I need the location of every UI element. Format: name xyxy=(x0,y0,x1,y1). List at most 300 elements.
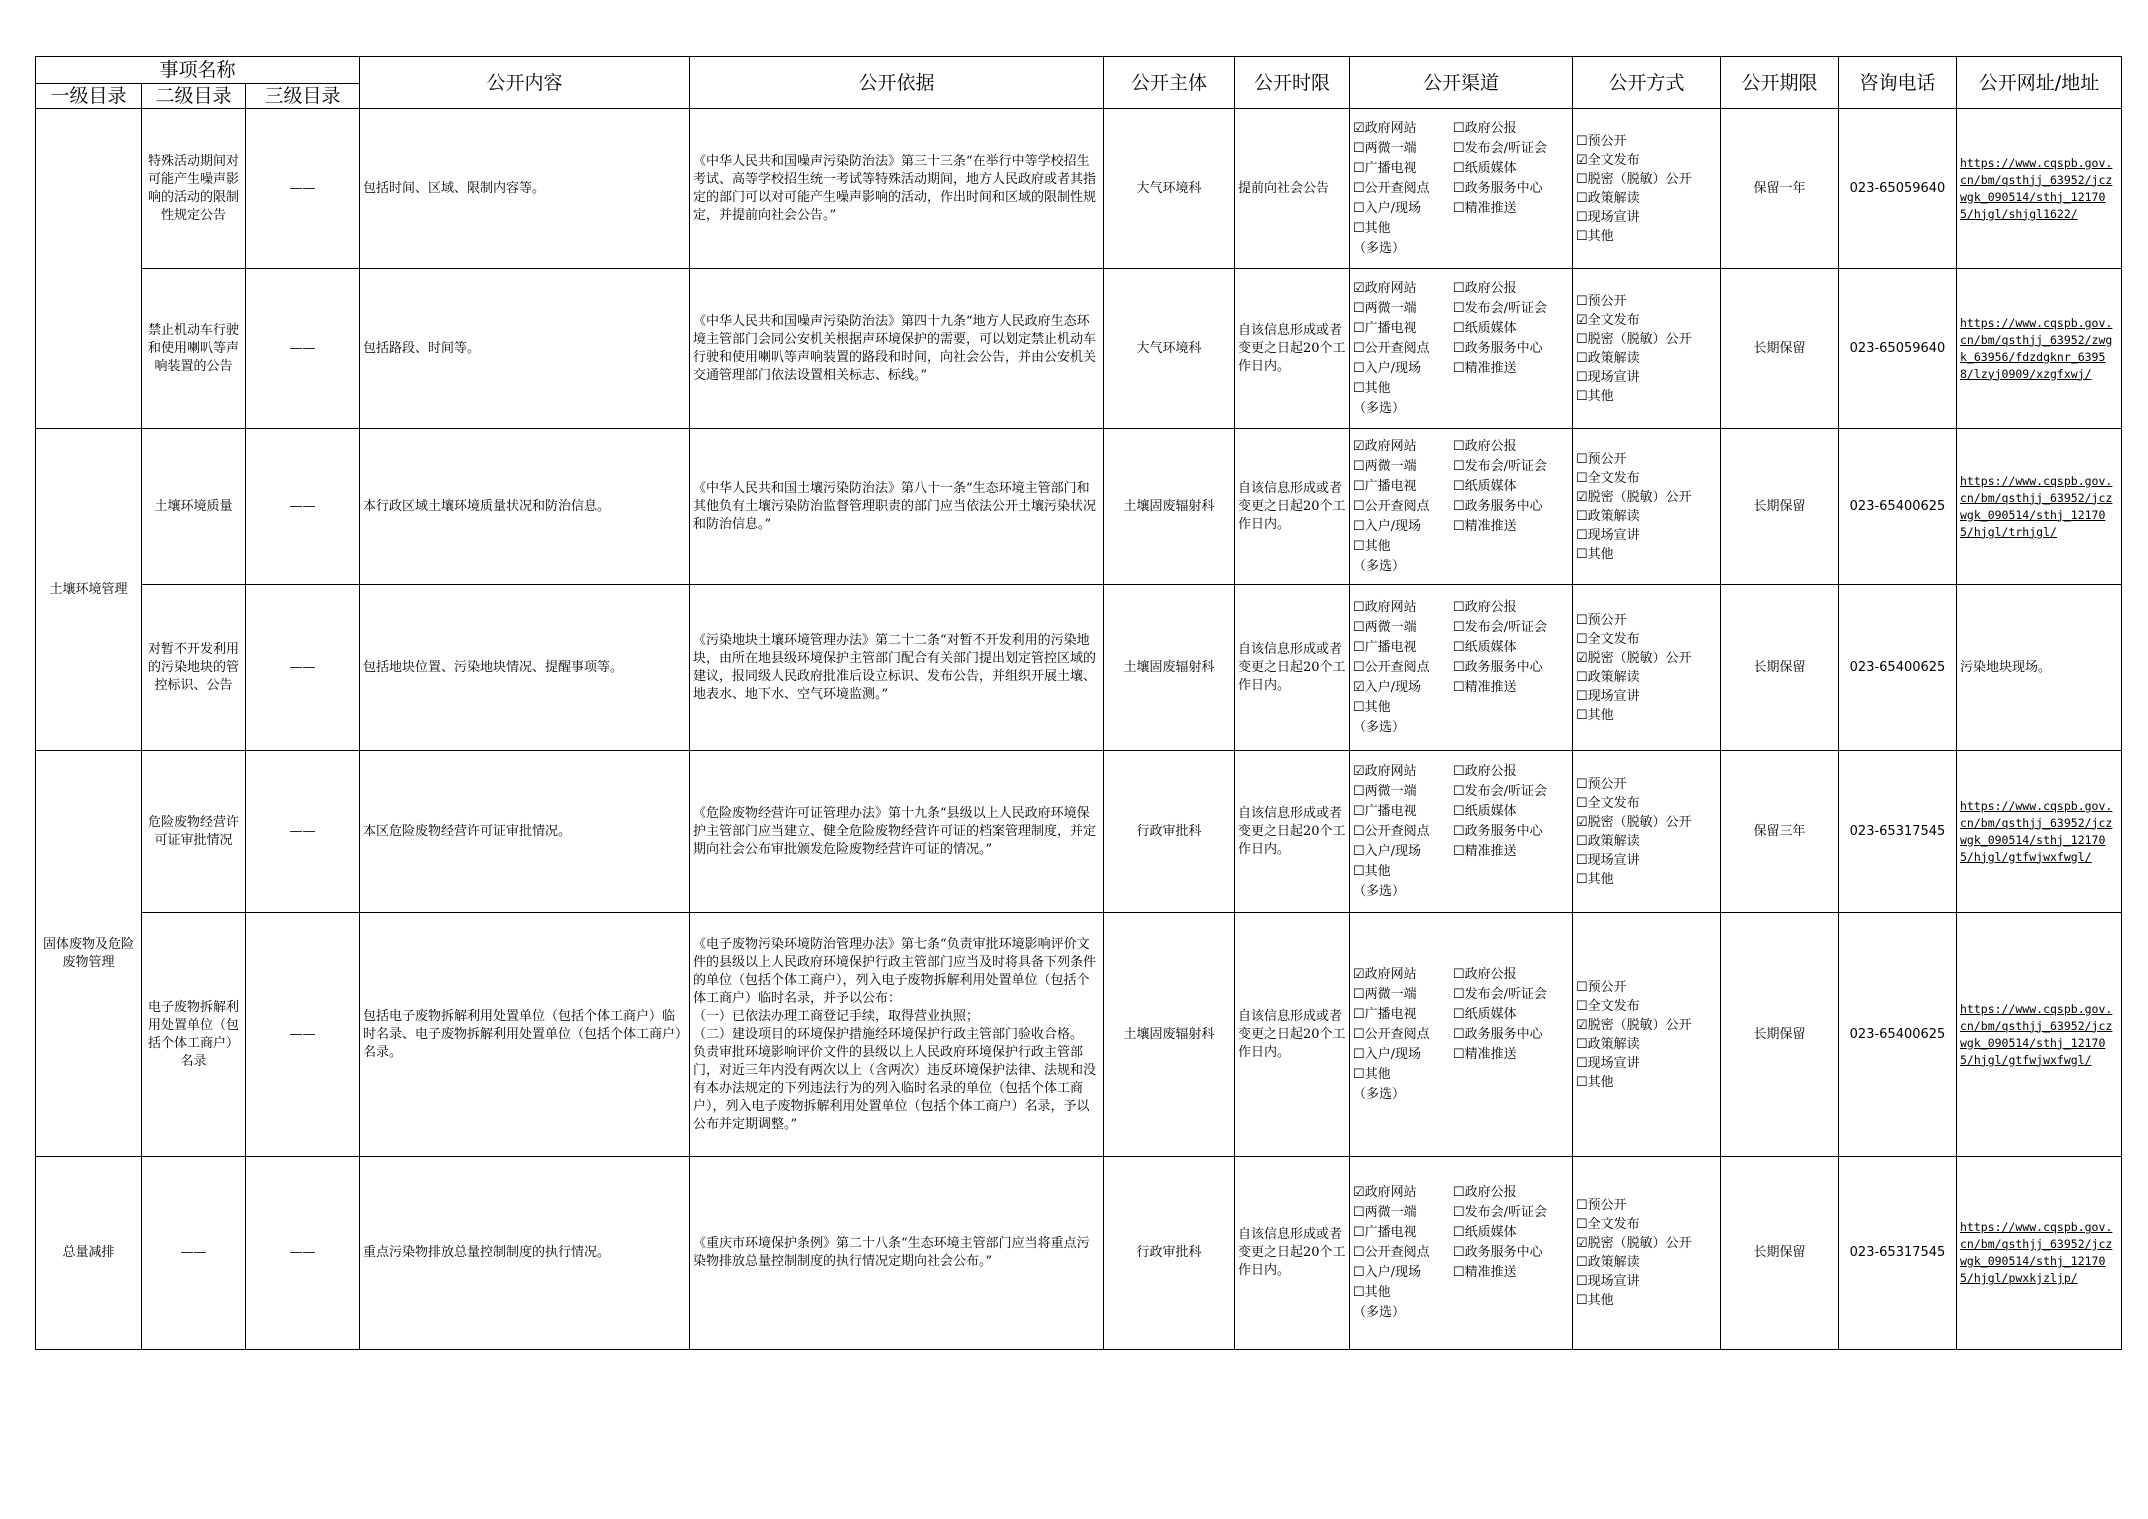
channel-option[interactable] xyxy=(1353,517,1453,537)
channel-label: 纸质媒体 xyxy=(1464,160,1517,176)
channel-option[interactable] xyxy=(1453,1263,1573,1283)
method-label: 其他 xyxy=(1587,707,1614,723)
channel-label: 精准推送 xyxy=(1464,200,1517,216)
method-option[interactable] xyxy=(1576,545,1717,564)
channel-option[interactable] xyxy=(1353,598,1453,618)
method-option[interactable] xyxy=(1576,1196,1717,1215)
channel-option[interactable] xyxy=(1453,457,1573,477)
unchecked-box-icon: ☐ xyxy=(1353,360,1365,376)
unchecked-box-icon: ☐ xyxy=(1353,140,1365,156)
channel-label: 纸质媒体 xyxy=(1464,320,1517,336)
channel-label: 精准推送 xyxy=(1464,843,1517,859)
channel-options xyxy=(1353,762,1569,882)
unchecked-box-icon: ☐ xyxy=(1453,599,1465,615)
channel-option[interactable] xyxy=(1453,179,1573,199)
channel-option[interactable] xyxy=(1453,762,1573,782)
multi-select-note: （多选） xyxy=(1353,1305,1406,1320)
method-option[interactable] xyxy=(1576,387,1717,406)
unchecked-box-icon: ☐ xyxy=(1576,190,1588,206)
channel-option[interactable] xyxy=(1353,179,1453,199)
channel-option[interactable] xyxy=(1353,1243,1453,1263)
unchecked-box-icon: ☐ xyxy=(1576,451,1588,467)
channel-option[interactable] xyxy=(1353,965,1453,985)
method-option[interactable] xyxy=(1576,488,1717,507)
url-link[interactable]: https://www.cqspb.gov.cn/bm/qsthjj_63952/zwgk_63956/fdzdgknr_63958/lzyj0909/xzgfxwj/ xyxy=(1960,315,2113,381)
table-body xyxy=(36,109,2122,1350)
unchecked-box-icon: ☐ xyxy=(1453,478,1465,494)
channel-label: 两微一端 xyxy=(1364,140,1417,156)
channel-label: 公开查阅点 xyxy=(1364,180,1430,196)
unchecked-box-icon: ☐ xyxy=(1453,280,1465,296)
channel-label: 政府网站 xyxy=(1364,966,1417,982)
unchecked-box-icon: ☐ xyxy=(1576,228,1588,244)
channel-option[interactable] xyxy=(1453,319,1573,339)
channel-label: 公开查阅点 xyxy=(1364,659,1430,675)
header-level3: 三级目录 xyxy=(246,84,360,109)
channel-option[interactable] xyxy=(1353,537,1453,557)
method-label: 预公开 xyxy=(1587,133,1627,149)
channel-label: 政府公报 xyxy=(1464,763,1517,779)
method-option[interactable] xyxy=(1576,526,1717,545)
method-option[interactable] xyxy=(1576,450,1717,469)
method-cell xyxy=(1573,585,1721,751)
channel-label: 广播电视 xyxy=(1364,1225,1417,1240)
method-label: 现场宣讲 xyxy=(1587,369,1640,385)
unchecked-box-icon: ☐ xyxy=(1576,293,1588,309)
unchecked-box-icon: ☐ xyxy=(1453,783,1465,799)
basis-cell: 《中华人民共和国噪声污染防治法》第四十九条“地方人民政府生态环境主管部门会同公安机关根据声环境保护的需要，可以划定禁止机动车行驶和使用喇叭等声响装置的路段和时间，向社会公告，并由公安机关交通管理部门依法设置相关标志、标线。” xyxy=(690,269,1104,429)
channel-label: 其他 xyxy=(1364,863,1391,879)
method-option[interactable] xyxy=(1576,1272,1717,1291)
channel-label: 公开查阅点 xyxy=(1364,823,1430,839)
url-cell xyxy=(1957,913,2122,1157)
table-row xyxy=(36,1157,2122,1350)
level2-cell: 土壤环境质量 xyxy=(142,429,246,585)
unchecked-box-icon: ☐ xyxy=(1453,518,1465,534)
channel-option[interactable] xyxy=(1353,1183,1453,1203)
method-label: 政策解读 xyxy=(1587,190,1640,206)
channel-option[interactable] xyxy=(1453,1025,1573,1045)
channel-label: 两微一端 xyxy=(1364,619,1417,635)
table-row xyxy=(36,269,2122,429)
unchecked-box-icon: ☐ xyxy=(1576,1217,1588,1232)
unchecked-box-icon: ☐ xyxy=(1453,843,1465,859)
channel-option[interactable] xyxy=(1453,1005,1573,1025)
method-label: 预公开 xyxy=(1587,979,1627,995)
subject-cell: 土壤固废辐射科 xyxy=(1104,429,1235,585)
level2-cell: 对暂不开发利用的污染地块的管控标识、公告 xyxy=(142,585,246,751)
channel-option[interactable] xyxy=(1453,822,1573,842)
channel-option[interactable] xyxy=(1353,1025,1453,1045)
header-url: 公开网址/地址 xyxy=(1957,57,2122,109)
channel-option[interactable] xyxy=(1353,1203,1453,1223)
level1-cell: 固体废物及危险废物管理 xyxy=(36,751,142,1157)
unchecked-box-icon: ☐ xyxy=(1353,843,1365,859)
unchecked-box-icon: ☐ xyxy=(1453,966,1465,982)
unchecked-box-icon: ☐ xyxy=(1353,1265,1365,1280)
channel-option[interactable] xyxy=(1353,698,1453,718)
unchecked-box-icon: ☐ xyxy=(1576,369,1588,385)
channel-label: 其他 xyxy=(1364,1285,1391,1300)
channel-label: 入户/现场 xyxy=(1364,360,1422,376)
method-option[interactable] xyxy=(1576,132,1717,151)
method-label: 全文发布 xyxy=(1587,998,1640,1014)
channel-option[interactable] xyxy=(1453,139,1573,159)
channel-option[interactable] xyxy=(1453,477,1573,497)
phone-cell: 023-65059640 xyxy=(1839,109,1957,269)
method-option[interactable] xyxy=(1576,368,1717,387)
channel-label: 两微一端 xyxy=(1364,458,1417,474)
channel-label: 政府公报 xyxy=(1464,438,1517,454)
method-option[interactable] xyxy=(1576,611,1717,630)
method-label: 其他 xyxy=(1587,388,1614,404)
channel-label: 其他 xyxy=(1364,220,1391,236)
channel-option[interactable] xyxy=(1453,618,1573,638)
unchecked-box-icon: ☐ xyxy=(1453,180,1465,196)
url-cell xyxy=(1957,1157,2122,1350)
multi-select-note: （多选） xyxy=(1353,558,1406,574)
channel-label: 精准推送 xyxy=(1464,679,1517,695)
channel-option[interactable] xyxy=(1353,658,1453,678)
channel-option[interactable] xyxy=(1453,965,1573,985)
channel-option[interactable] xyxy=(1453,359,1573,379)
channel-option[interactable] xyxy=(1353,1045,1453,1065)
channel-option[interactable] xyxy=(1353,437,1453,457)
channel-option[interactable] xyxy=(1453,437,1573,457)
channel-option[interactable] xyxy=(1453,339,1573,359)
unchecked-box-icon: ☐ xyxy=(1453,140,1465,156)
method-option[interactable] xyxy=(1576,978,1717,997)
url-link[interactable]: https://www.cqspb.gov.cn/bm/qsthjj_63952/jczwgk_090514/sthj_121705/hjgl/shjgl1622/ xyxy=(1960,155,2113,221)
channel-option[interactable] xyxy=(1353,802,1453,822)
channel-option[interactable] xyxy=(1453,1223,1573,1243)
unchecked-box-icon: ☐ xyxy=(1576,1274,1588,1289)
method-label: 脱密（脱敏）公开 xyxy=(1587,650,1692,666)
channel-option[interactable] xyxy=(1353,822,1453,842)
content-cell: 本行政区域土壤环境质量状况和防治信息。 xyxy=(360,429,690,585)
channel-option[interactable] xyxy=(1353,762,1453,782)
channel-label: 政府公报 xyxy=(1464,599,1517,615)
channel-option[interactable] xyxy=(1453,1183,1573,1203)
unchecked-box-icon: ☐ xyxy=(1576,209,1588,225)
channel-label: 政府网站 xyxy=(1364,763,1417,779)
channel-label: 纸质媒体 xyxy=(1464,803,1517,819)
channel-label: 广播电视 xyxy=(1364,639,1417,655)
channel-label: 发布会/听证会 xyxy=(1464,140,1548,156)
channel-option[interactable] xyxy=(1453,497,1573,517)
channel-label: 两微一端 xyxy=(1364,783,1417,799)
table-row xyxy=(36,585,2122,751)
channel-option[interactable] xyxy=(1353,782,1453,802)
unchecked-box-icon: ☐ xyxy=(1353,538,1365,554)
channel-option[interactable] xyxy=(1353,985,1453,1005)
channel-option[interactable] xyxy=(1353,497,1453,517)
channel-label: 广播电视 xyxy=(1364,320,1417,336)
channel-label: 公开查阅点 xyxy=(1364,498,1430,514)
channel-option[interactable] xyxy=(1453,598,1573,618)
method-option[interactable] xyxy=(1576,292,1717,311)
channel-label: 发布会/听证会 xyxy=(1464,300,1548,316)
unchecked-box-icon: ☐ xyxy=(1576,133,1588,149)
channel-option[interactable] xyxy=(1453,159,1573,179)
channel-option[interactable] xyxy=(1453,678,1573,698)
method-label: 预公开 xyxy=(1587,293,1627,309)
channel-option[interactable] xyxy=(1353,1263,1453,1283)
channel-options xyxy=(1353,119,1569,239)
header-level2: 二级目录 xyxy=(142,84,246,109)
unchecked-box-icon: ☐ xyxy=(1576,527,1588,543)
channel-option[interactable] xyxy=(1353,678,1453,698)
header-basis: 公开依据 xyxy=(690,57,1104,109)
method-option[interactable] xyxy=(1576,813,1717,832)
channel-option[interactable] xyxy=(1353,1283,1453,1303)
unchecked-box-icon: ☐ xyxy=(1576,776,1588,792)
channel-label: 政府网站 xyxy=(1364,280,1417,296)
method-label: 预公开 xyxy=(1587,451,1627,467)
unchecked-box-icon: ☐ xyxy=(1453,340,1465,356)
method-option[interactable] xyxy=(1576,1073,1717,1092)
channel-label: 发布会/听证会 xyxy=(1464,458,1548,474)
method-option[interactable] xyxy=(1576,311,1717,330)
method-option[interactable] xyxy=(1576,208,1717,227)
method-label: 现场宣讲 xyxy=(1587,688,1640,704)
method-option[interactable] xyxy=(1576,851,1717,870)
method-option[interactable] xyxy=(1576,227,1717,246)
unchecked-box-icon: ☐ xyxy=(1353,498,1365,514)
unchecked-box-icon: ☐ xyxy=(1576,1036,1588,1052)
phone-cell: 023-65400625 xyxy=(1839,429,1957,585)
channel-option[interactable] xyxy=(1453,842,1573,862)
method-option[interactable] xyxy=(1576,775,1717,794)
method-label: 脱密（脱敏）公开 xyxy=(1587,171,1692,187)
multi-select-note: （多选） xyxy=(1353,883,1406,899)
channel-label: 其他 xyxy=(1364,538,1391,554)
level2-cell: —— xyxy=(142,1157,246,1350)
level1-cell: 土壤环境管理 xyxy=(36,429,142,751)
method-option[interactable] xyxy=(1576,1016,1717,1035)
channel-option[interactable] xyxy=(1353,339,1453,359)
level1-cell: 总量减排 xyxy=(36,1157,142,1350)
subject-cell: 大气环境科 xyxy=(1104,109,1235,269)
unchecked-box-icon: ☐ xyxy=(1576,833,1588,849)
phone-cell: 023-65400625 xyxy=(1839,585,1957,751)
channel-option[interactable] xyxy=(1353,842,1453,862)
channels-cell xyxy=(1350,751,1573,913)
channel-option[interactable] xyxy=(1453,299,1573,319)
channel-option[interactable] xyxy=(1453,638,1573,658)
subject-cell: 土壤固废辐射科 xyxy=(1104,585,1235,751)
channel-option[interactable] xyxy=(1353,319,1453,339)
unchecked-box-icon: ☐ xyxy=(1576,979,1588,995)
url-cell xyxy=(1957,269,2122,429)
channel-option[interactable] xyxy=(1353,279,1453,299)
unchecked-box-icon: ☐ xyxy=(1353,1006,1365,1022)
header-subject: 公开主体 xyxy=(1104,57,1235,109)
method-option[interactable] xyxy=(1576,1215,1717,1234)
channel-label: 入户/现场 xyxy=(1364,200,1422,216)
channel-option[interactable] xyxy=(1353,1005,1453,1025)
channels-cell xyxy=(1350,429,1573,585)
disclosure-table xyxy=(35,56,2122,1350)
channel-option[interactable] xyxy=(1353,119,1453,139)
level3-cell: —— xyxy=(246,913,360,1157)
multi-select-note: （多选） xyxy=(1353,240,1406,256)
unchecked-box-icon: ☐ xyxy=(1576,688,1588,704)
method-option[interactable] xyxy=(1576,1054,1717,1073)
channel-option[interactable] xyxy=(1453,658,1573,678)
method-option[interactable] xyxy=(1576,687,1717,706)
channel-label: 两微一端 xyxy=(1364,1205,1417,1220)
unchecked-box-icon: ☐ xyxy=(1353,659,1365,675)
method-option[interactable] xyxy=(1576,649,1717,668)
checked-box-icon: ☑ xyxy=(1576,1236,1588,1251)
method-option[interactable] xyxy=(1576,630,1717,649)
url-link[interactable]: https://www.cqspb.gov.cn/bm/qsthjj_63952/jczwgk_090514/sthj_121705/hjgl/trhjgl/ xyxy=(1960,473,2113,539)
unchecked-box-icon: ☐ xyxy=(1453,120,1465,136)
url-link[interactable]: https://www.cqspb.gov.cn/bm/qsthjj_63952/jczwgk_090514/sthj_121705/hjgl/gtfwjwxfwgl/ xyxy=(1960,1001,2113,1067)
channel-label: 入户/现场 xyxy=(1364,843,1422,859)
checked-box-icon: ☑ xyxy=(1576,650,1588,666)
method-option[interactable] xyxy=(1576,507,1717,526)
channel-option[interactable] xyxy=(1353,638,1453,658)
channel-label: 精准推送 xyxy=(1464,518,1517,534)
content-cell: 重点污染物排放总量控制制度的执行情况。 xyxy=(360,1157,690,1350)
period-cell: 保留一年 xyxy=(1721,109,1839,269)
channel-option[interactable] xyxy=(1453,279,1573,299)
method-label: 现场宣讲 xyxy=(1587,1274,1640,1289)
table-row xyxy=(36,913,2122,1157)
method-option[interactable] xyxy=(1576,706,1717,725)
channel-option[interactable] xyxy=(1353,359,1453,379)
method-option[interactable] xyxy=(1576,870,1717,889)
basis-cell: 《污染地块土壤环境管理办法》第二十二条“对暂不开发利用的污染地块，由所在地县级环境保护主管部门配合有关部门提出划定管控区域的建议，报同级人民政府批准后设立标识、发布公告，并组织开展土壤、地表水、地下水、空气环境监测。” xyxy=(690,585,1104,751)
period-cell: 保留三年 xyxy=(1721,751,1839,913)
method-option[interactable] xyxy=(1576,1253,1717,1272)
unchecked-box-icon: ☐ xyxy=(1353,1245,1365,1260)
header-level1: 一级目录 xyxy=(36,84,142,109)
channel-option[interactable] xyxy=(1453,1045,1573,1065)
method-label: 政策解读 xyxy=(1587,833,1640,849)
method-label: 脱密（脱敏）公开 xyxy=(1587,331,1692,347)
channel-label: 发布会/听证会 xyxy=(1464,1205,1548,1220)
unchecked-box-icon: ☐ xyxy=(1453,1026,1465,1042)
channel-option[interactable] xyxy=(1453,199,1573,219)
channel-option[interactable] xyxy=(1353,299,1453,319)
unchecked-box-icon: ☐ xyxy=(1576,470,1588,486)
channel-option[interactable] xyxy=(1453,985,1573,1005)
channel-option[interactable] xyxy=(1453,1243,1573,1263)
unchecked-box-icon: ☐ xyxy=(1576,1198,1588,1213)
unchecked-box-icon: ☐ xyxy=(1453,498,1465,514)
url-link[interactable]: https://www.cqspb.gov.cn/bm/qsthjj_63952/jczwgk_090514/sthj_121705/hjgl/pwxkjzljp/ xyxy=(1960,1220,2113,1285)
channel-label: 精准推送 xyxy=(1464,360,1517,376)
channel-option[interactable] xyxy=(1453,119,1573,139)
method-label: 预公开 xyxy=(1587,1198,1627,1213)
unchecked-box-icon: ☐ xyxy=(1353,478,1365,494)
method-label: 政策解读 xyxy=(1587,508,1640,524)
method-option[interactable] xyxy=(1576,151,1717,170)
unchecked-box-icon: ☐ xyxy=(1453,458,1465,474)
unchecked-box-icon: ☐ xyxy=(1453,823,1465,839)
channel-option[interactable] xyxy=(1353,618,1453,638)
channel-option[interactable] xyxy=(1353,477,1453,497)
method-label: 现场宣讲 xyxy=(1587,852,1640,868)
method-label: 现场宣讲 xyxy=(1587,527,1640,543)
channel-options xyxy=(1353,437,1569,557)
unchecked-box-icon: ☐ xyxy=(1576,871,1588,887)
unchecked-box-icon: ☐ xyxy=(1576,1255,1588,1270)
method-option[interactable] xyxy=(1576,349,1717,368)
checked-box-icon: ☑ xyxy=(1576,814,1588,830)
channel-label: 纸质媒体 xyxy=(1464,1225,1517,1240)
channel-label: 政府网站 xyxy=(1364,438,1417,454)
period-cell: 长期保留 xyxy=(1721,1157,1839,1350)
channel-option[interactable] xyxy=(1353,379,1453,399)
method-option[interactable] xyxy=(1576,1234,1717,1253)
channel-label: 公开查阅点 xyxy=(1364,340,1430,356)
channel-option[interactable] xyxy=(1453,517,1573,537)
method-option[interactable] xyxy=(1576,469,1717,488)
channel-option[interactable] xyxy=(1353,1065,1453,1085)
method-option[interactable] xyxy=(1576,794,1717,813)
method-option[interactable] xyxy=(1576,170,1717,189)
phone-cell: 023-65317545 xyxy=(1839,751,1957,913)
url-cell xyxy=(1957,109,2122,269)
level3-cell: —— xyxy=(246,429,360,585)
basis-cell: 《危险废物经营许可证管理办法》第十九条“县级以上人民政府环境保护主管部门应当建立、健全危险废物经营许可证的档案管理制度，并定期向社会公布审批颁发危险废物经营许可证的情况。” xyxy=(690,751,1104,913)
method-label: 全文发布 xyxy=(1587,1217,1640,1232)
unchecked-box-icon: ☐ xyxy=(1576,669,1588,685)
multi-select-note: （多选） xyxy=(1353,1086,1406,1102)
channel-option[interactable] xyxy=(1353,219,1453,239)
method-option[interactable] xyxy=(1576,1291,1717,1310)
level3-cell: —— xyxy=(246,269,360,429)
checked-box-icon: ☑ xyxy=(1576,1017,1588,1033)
method-option[interactable] xyxy=(1576,668,1717,687)
unchecked-box-icon: ☐ xyxy=(1353,160,1365,176)
unchecked-box-icon: ☐ xyxy=(1576,508,1588,524)
method-cell xyxy=(1573,109,1721,269)
method-option[interactable] xyxy=(1576,330,1717,349)
channel-option[interactable] xyxy=(1353,1223,1453,1243)
method-label: 其他 xyxy=(1587,546,1614,562)
channel-option[interactable] xyxy=(1453,1203,1573,1223)
channels-cell xyxy=(1350,269,1573,429)
channel-option[interactable] xyxy=(1453,782,1573,802)
channel-label: 政府公报 xyxy=(1464,1185,1517,1200)
channel-option[interactable] xyxy=(1353,139,1453,159)
method-option[interactable] xyxy=(1576,832,1717,851)
method-option[interactable] xyxy=(1576,997,1717,1016)
content-cell: 包括路段、时间等。 xyxy=(360,269,690,429)
method-option[interactable] xyxy=(1576,1035,1717,1054)
channel-option[interactable] xyxy=(1353,457,1453,477)
channel-option[interactable] xyxy=(1453,802,1573,822)
channel-option[interactable] xyxy=(1353,159,1453,179)
channel-label: 广播电视 xyxy=(1364,478,1417,494)
unchecked-box-icon: ☐ xyxy=(1453,300,1465,316)
unchecked-box-icon: ☐ xyxy=(1353,180,1365,196)
method-option[interactable] xyxy=(1576,189,1717,208)
channel-label: 纸质媒体 xyxy=(1464,639,1517,655)
channel-label: 政府网站 xyxy=(1364,599,1417,615)
url-link[interactable]: https://www.cqspb.gov.cn/bm/qsthjj_63952/jczwgk_090514/sthj_121705/hjgl/gtfwjwxfwgl/ xyxy=(1960,798,2113,864)
basis-cell: 《中华人民共和国噪声污染防治法》第三十三条“在举行中等学校招生考试、高等学校招生统一考试等特殊活动期间，地方人民政府或者其指定的部门可以对可能产生噪声影响的活动，作出时间和区域的限制性规定，并提前向社会公告。” xyxy=(690,109,1104,269)
channel-option[interactable] xyxy=(1353,199,1453,219)
channel-option[interactable] xyxy=(1353,862,1453,882)
header-time-limit: 公开时限 xyxy=(1235,57,1350,109)
checked-box-icon: ☑ xyxy=(1576,489,1588,505)
